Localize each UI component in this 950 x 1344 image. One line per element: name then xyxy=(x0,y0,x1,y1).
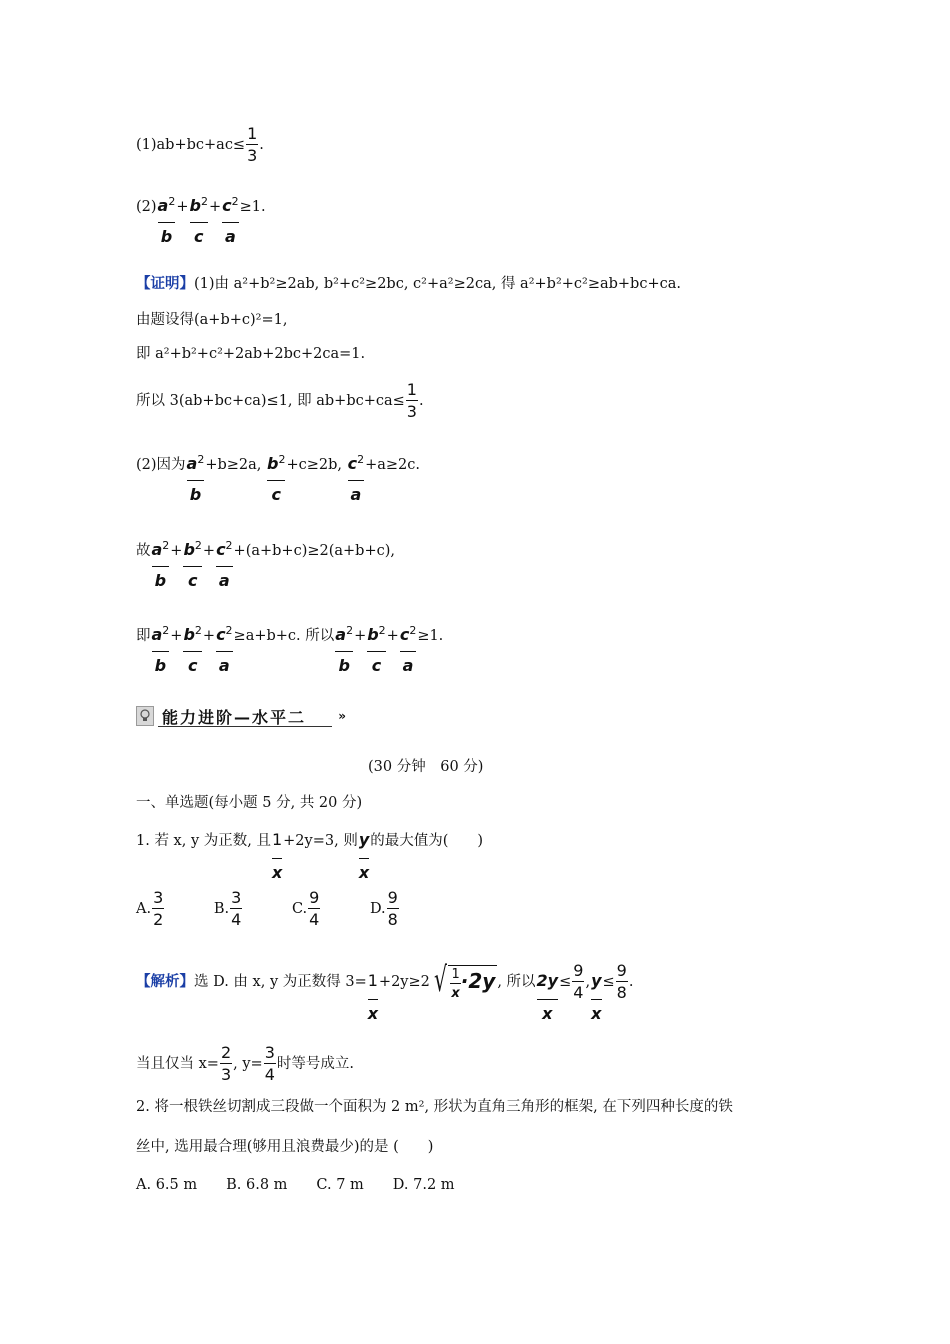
proof-line-5: (2)因为 $\frac{a^2}{b}$ +b≥2a, $\frac{b^2}{c}$ +c≥2b, $\frac{c^2}{a}$ +a≥2c. xyxy=(136,453,421,504)
choice-a[interactable]: A. $\frac{3}{2}$ xyxy=(136,888,164,929)
lightbulb-icon xyxy=(136,706,154,726)
choice-c[interactable]: C. $\frac{9}{4}$ xyxy=(291,888,320,929)
choice-b[interactable]: B. $\frac{3}{4}$ xyxy=(213,888,242,929)
choice-d[interactable]: D. $\frac{9}{8}$ xyxy=(369,888,398,929)
proof-line-4: 所以 3(ab+bc+ca)≤1, 即 ab+bc+ca≤ $\frac{1}{3}$ . xyxy=(136,380,424,421)
square-root: √ $\frac{1}{x}$ ·2y xyxy=(434,959,496,1001)
question-1-choices xyxy=(136,890,444,928)
section-header xyxy=(136,703,346,729)
timing: (30 分钟 60 分) xyxy=(368,759,484,775)
proof-line-1: 【证明】(1)由 a²+b²≥2ab, b²+c²≥2bc, c²+a²≥2ca, 得 a²+b²+c²≥ab+bc+ca. xyxy=(136,275,681,292)
item-1: (1)ab+bc+ac≤ $\frac{1}{3}$ . xyxy=(136,124,264,165)
double-chevron-icon: » xyxy=(338,709,346,723)
analysis-line-1: 【解析】选 D. 由 x, y 为正数得 3= $\frac{1}{x}$ +2y≥2 √ $\frac{1}{x}$ ·2y , 所以 $\frac{2y}{x}$ ≤ $\frac{9}{4}$ , $\frac{y}{x}$ ≤ $\frac{9}{8}$ . xyxy=(136,959,634,1023)
item-2: (2) $\frac{a^2}{b}$ + $\frac{b^2}{c}$ + $\frac{c^2}{a}$ ≥1. xyxy=(136,195,266,246)
proof-line-3: 即 a²+b²+c²+2ab+2bc+2ca=1. xyxy=(136,346,366,362)
question-2-choices: A. 6.5 m B. 6.8 m C. 7 m D. 7.2 m xyxy=(136,1177,455,1193)
section-title: 能力进阶—水平二 xyxy=(162,708,307,727)
analysis-tag: 【解析】 xyxy=(136,973,194,990)
proof-line-2: 由题设得(a+b+c)²=1, xyxy=(136,312,288,328)
proof-tag: 【证明】 xyxy=(136,275,194,292)
proof-line-7: 即 $\frac{a^2}{b}$ + $\frac{b^2}{c}$ + $\frac{c^2}{a}$ ≥a+b+c. 所以 $\frac{a^2}{b}$ + $\frac{b^2}{c}$ + $\frac{c^2}{a}$ ≥1. xyxy=(136,624,444,675)
part-heading: 一、单选题(每小题 5 分, 共 20 分) xyxy=(136,795,363,811)
fraction-one-third: $\frac{1}{3}$ xyxy=(247,124,258,165)
proof-line-6: 故 $\frac{a^2}{b}$ + $\frac{b^2}{c}$ + $\frac{c^2}{a}$ +(a+b+c)≥2(a+b+c), xyxy=(136,539,396,590)
section-rule xyxy=(158,726,332,727)
question-2-line-1: 2. 将一根铁丝切割成三段做一个面积为 2 m², 形状为直角三角形的框架, 在下列四种长度的铁 xyxy=(136,1099,733,1115)
question-2-line-2: 丝中, 选用最合理(够用且浪费最少)的是 ( ) xyxy=(136,1139,434,1155)
question-1: 1. 若 x, y 为正数, 且 $\frac{1}{x}$ +2y=3, 则 $\frac{y}{x}$ 的最大值为( ) xyxy=(136,830,484,882)
analysis-line-2: 当且仅当 x= $\frac{2}{3}$ , y= $\frac{3}{4}$ 时等号成立. xyxy=(136,1043,354,1084)
